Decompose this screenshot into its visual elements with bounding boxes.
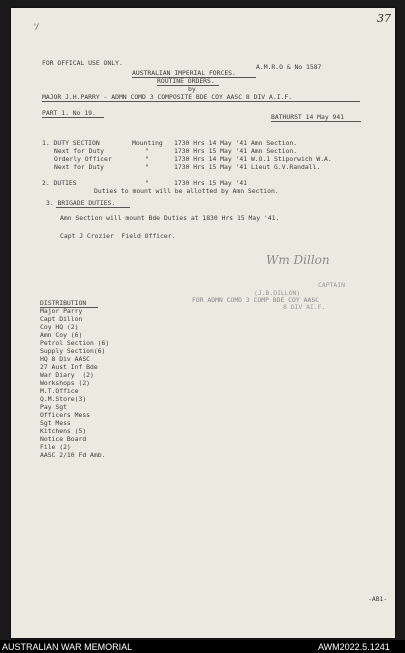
duty-row-label: Next for Duty [54,163,105,171]
distribution-item: Major Parry [40,307,83,315]
by-text: by [188,85,196,93]
brigade-duties-text: Amn Section will mount Bde Duties at 1830 Hrs 15 May '41. [60,214,280,222]
duties-time: 1730 Hrs 15 May '41 [174,179,248,187]
distribution-item: AASC 2/10 Fd Amb. [40,451,106,459]
archive-footer [0,640,405,653]
duty-row-label: Orderly Officer [54,155,112,163]
order-reference: A.M.R.O & No 1587 [256,63,322,71]
organisation-title: AUSTRALIAN IMPERIAL FORCES. [132,69,236,77]
distribution-item: Q.M.Store(3) [40,395,87,403]
duty-row-ditto: " [145,147,149,155]
bottom-margin-mark: -AB1- [368,595,388,603]
distribution-item: M.T.Office [40,387,79,395]
distribution-item: Pay Sgt [40,403,67,411]
distribution-item: War Diary (2) [40,371,94,379]
brigade-underline [56,207,130,208]
duty-row-ditto: " [145,155,149,163]
distribution-item: HQ 8 Div AASC [40,355,91,363]
page-number-mark: 37 [377,12,391,25]
distribution-item: Kitchens (5) [40,427,87,435]
distribution-item: Amn Coy (6) [40,331,83,339]
distribution-item: Workshops (2) [40,379,91,387]
brigade-duties-label: 3. BRIGADE DUTIES. [46,199,116,207]
signatory-name: (J.B.DILLON) [254,289,301,297]
duty-row-ditto: " [145,163,149,171]
distribution-item: File (2) [40,443,71,451]
date-underline [271,121,361,122]
distribution-item: 27 Aust Inf Bde [40,363,98,371]
duty-row-mounting-ditto: Mounting [132,139,163,147]
field-officer: Capt J Crozier Field Officer. [60,232,176,240]
part-underline [42,117,104,118]
handwritten-signature: Wm Dillon [266,253,330,267]
document-title: ROUTINE ORDERS. [157,77,215,85]
duty-row-label: Next for Duty [54,147,105,155]
distribution-item: Officers Mess [40,411,91,419]
author-underline [42,101,360,102]
duty-row-mounting-time: 1730 Hrs 14 May '41 Amn Section. [174,139,298,147]
archive-name: AUSTRALIAN WAR MEMORIAL [2,642,133,652]
distribution-item: Supply Section(6) [40,347,106,355]
distribution-item: Coy HQ (2) [40,323,79,331]
duty-section-label: 1. DUTY SECTION [42,139,100,147]
part-number: PART 1. No 19. [42,109,96,117]
distribution-item: Notice Board [40,435,87,443]
distribution-item: Petrol Section (6) [40,339,110,347]
classification: FOR OFFICAL USE ONLY. [42,59,123,67]
author-line: MAJOR J.H.PARRY - ADMN COMD 3 COMPOSITE BDE COY AASC 8 DIV A.I.F. [42,93,293,101]
distribution-item: Sgt Mess [40,419,71,427]
duties-text: Duties to mount will be allotted by Amn Section. [94,187,279,195]
place-date: BATHURST 14 May 941 [271,113,345,121]
duty-row-time: 1730 Hrs 15 May '41 Lieut G.V.Randall. [174,163,321,171]
signatory-rank: CAPTAIN [318,281,345,289]
accession-number: AWM2022.5.1241 [318,642,390,652]
duty-row-time: 1730 Hrs 14 May '41 W.O.1 Stiporwich W.A. [174,155,332,163]
duties-ditto: " [145,179,149,187]
distribution-heading: DISTRIBUTION [40,299,87,307]
duties-label: 2. DUTIES [42,179,77,187]
signatory-for-line: FOR ADMN COMD 3 COMP BDE COY AASC [192,296,319,304]
duty-row-time: 1730 Hrs 15 May '41 Amn Section. [174,147,298,155]
distribution-item: Capt Dillon [40,315,83,323]
signatory-division: 8 DIV AI.F. [283,303,326,311]
margin-tick-mark: '/ [34,23,39,31]
